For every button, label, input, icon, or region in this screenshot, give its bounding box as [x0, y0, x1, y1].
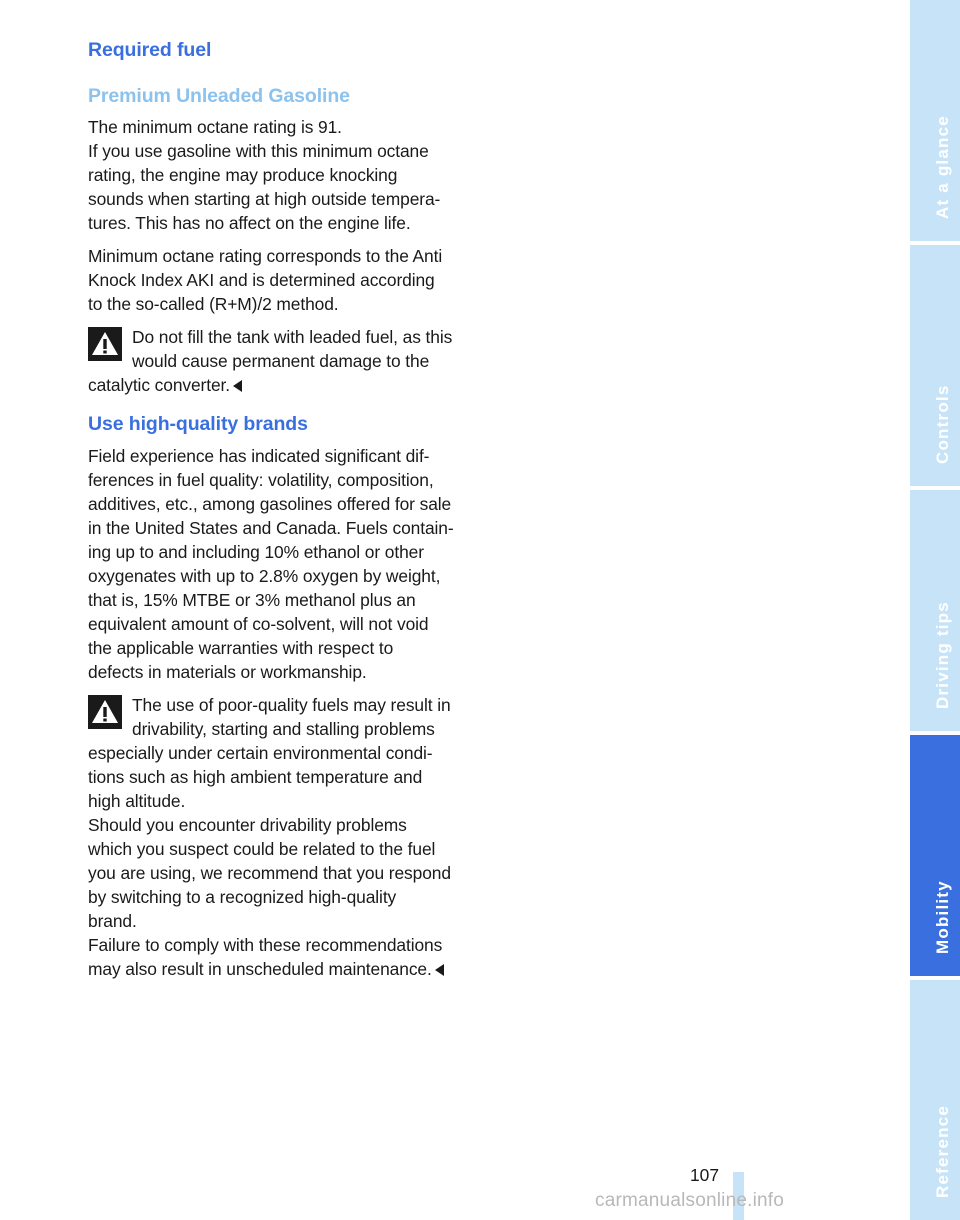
- text-line: that is, 15% MTBE or 3% methanol plus an: [88, 590, 416, 610]
- text-line: The minimum octane rating is 91.: [88, 117, 342, 137]
- text-line: ferences in fuel quality: volatility, composition,: [88, 470, 434, 490]
- text-line: catalytic converter.: [88, 375, 231, 395]
- text-line: Knock Index AKI and is determined according: [88, 270, 435, 290]
- tab-reference[interactable]: [910, 980, 960, 1220]
- premium-paragraph-2: [88, 244, 466, 316]
- brands-paragraph: [88, 444, 466, 684]
- text-line: The use of poor-quality fuels may result in: [132, 695, 451, 715]
- text-line: high altitude.: [88, 791, 186, 811]
- text-line: defects in materials or workmanship.: [88, 662, 367, 682]
- text-line: to the so-called (R+M)/2 method.: [88, 294, 339, 314]
- text-line: ing up to and including 10% ethanol or other: [88, 542, 424, 562]
- text-line: may also result in unscheduled maintenance.: [88, 959, 432, 979]
- text-line: Do not fill the tank with leaded fuel, as this: [132, 327, 453, 347]
- tab-controls[interactable]: [910, 245, 960, 486]
- leaded-fuel-warning: [88, 325, 466, 397]
- text-line: by switching to a recognized high-quality: [88, 887, 397, 907]
- warning-triangle-icon: [88, 695, 122, 729]
- text-line: you are using, we recommend that you respond: [88, 863, 451, 883]
- tab-mobility[interactable]: [910, 735, 960, 976]
- section-title: Required fuel: [88, 39, 212, 61]
- text-line: oxygenates with up to 2.8% oxygen by weight,: [88, 566, 441, 586]
- premium-paragraph-1: [88, 115, 466, 235]
- text-line: especially under certain environmental condi-: [88, 743, 433, 763]
- poor-quality-fuel-warning: [88, 693, 466, 981]
- text-line: equivalent amount of co-solvent, will not void: [88, 614, 429, 634]
- text-line: Failure to comply with these recommendations: [88, 935, 443, 955]
- tab-label: Controls: [933, 384, 952, 464]
- text-line: Minimum octane rating corresponds to the Anti: [88, 246, 443, 266]
- text-line: in the United States and Canada. Fuels contain-: [88, 518, 454, 538]
- end-of-note-marker-icon: [233, 380, 242, 392]
- text-line: brand.: [88, 911, 137, 931]
- end-of-note-marker-icon: [435, 964, 444, 976]
- text-line: Should you encounter drivability problems: [88, 815, 407, 835]
- tab-driving-tips[interactable]: [910, 490, 960, 731]
- chapter-tabs: [910, 0, 960, 1220]
- tab-label: Reference: [933, 1104, 952, 1198]
- text-line: tures. This has no affect on the engine life.: [88, 213, 411, 233]
- text-line: would cause permanent damage to the: [132, 351, 430, 371]
- page-number: 107: [690, 1165, 720, 1185]
- premium-heading: Premium Unleaded Gasoline: [88, 85, 350, 107]
- page-content: [88, 36, 466, 990]
- text-line: which you suspect could be related to the fuel: [88, 839, 436, 859]
- text-line: additives, etc., among gasolines offered for sale: [88, 494, 452, 514]
- text-line: drivability, starting and stalling problems: [132, 719, 435, 739]
- text-line: Field experience has indicated significant dif-: [88, 446, 430, 466]
- brands-heading: Use high-quality brands: [88, 413, 308, 435]
- tab-label: At a glance: [933, 115, 952, 219]
- tab-label: Driving tips: [933, 601, 952, 709]
- tab-label: Mobility: [933, 880, 952, 954]
- text-line: tions such as high ambient temperature and: [88, 767, 423, 787]
- warning-triangle-icon: [88, 327, 122, 361]
- watermark: carmanualsonline.info: [595, 1190, 785, 1211]
- text-line: sounds when starting at high outside tempera-: [88, 189, 441, 209]
- tab-at-a-glance[interactable]: [910, 0, 960, 241]
- text-line: the applicable warranties with respect to: [88, 638, 394, 658]
- text-line: rating, the engine may produce knocking: [88, 165, 398, 185]
- text-line: If you use gasoline with this minimum octane: [88, 141, 429, 161]
